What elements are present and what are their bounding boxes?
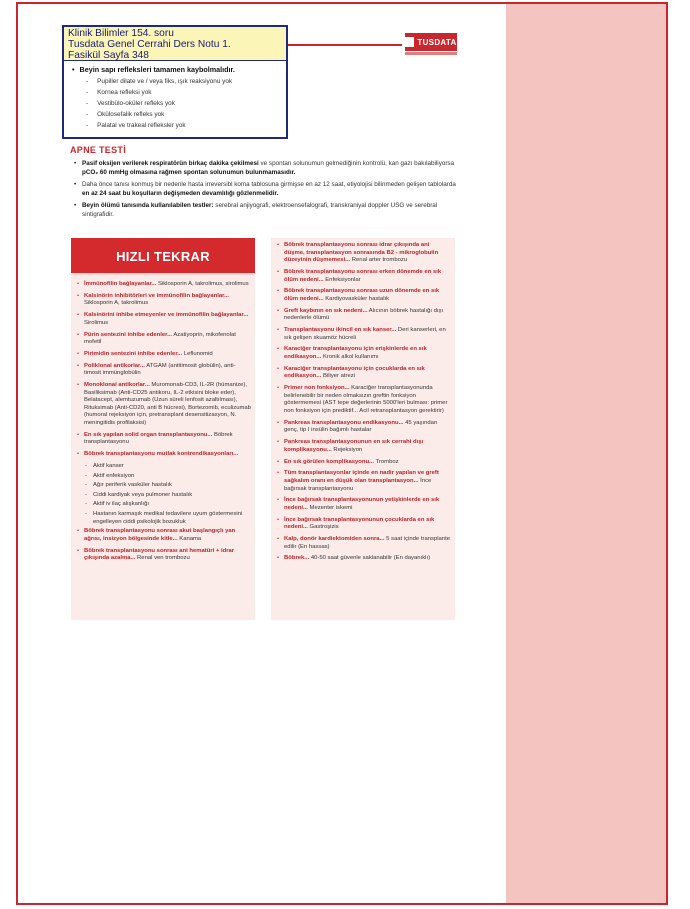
review-item-key: Pürin sentezini inhibe edenler... xyxy=(84,331,173,338)
review-item-key: Kalsinörini inhibe etmeyenler ve immünofilin bağlayanlar... xyxy=(84,312,249,319)
review-item xyxy=(77,351,251,359)
apne-item xyxy=(72,201,456,219)
review-item xyxy=(77,528,251,543)
review-item xyxy=(277,346,451,361)
review-item-key: Karaciğer transplantasyonu için erişkinlerde en sık endikasyon... xyxy=(284,346,427,361)
review-item xyxy=(77,548,251,563)
apne-item-bold: Pasif oksijen verilerek respiratörün birkaç dakika çekilmesi xyxy=(82,160,259,167)
contraindication-item: - Aktif iv ilaç alışkanlığı xyxy=(85,501,251,509)
review-item-value: Böbrek transplantasyonu xyxy=(84,431,233,446)
apne-list xyxy=(72,159,456,222)
review-item-key: Böbrek transplantasyonu sonrası akut başlangıçlı yan ağrısı, insizyon bölgesinde kitle... xyxy=(84,528,236,542)
review-item-value: Siklosporin A, takrolimus, sirolimus xyxy=(156,281,249,287)
apne-item xyxy=(72,180,456,198)
apne-item-text: ve spontan solunumun gelmediğinin kontrolü, kan gazı bakılabiliyorsa xyxy=(258,160,455,167)
reflex-item: - Vestibülo-oküler refleks yok xyxy=(86,100,280,107)
contraindication-item: - Aktif kanser xyxy=(85,463,251,471)
review-item-key: Tüm transplantasyonlar içinde en nadir yapılan ve greft sağkalım oranı en düşük olan transplantasyon... xyxy=(284,470,439,484)
review-item xyxy=(77,281,251,289)
review-item-key: Pankreas transplantasyonunun en sık cerrahi dışı komplikasyonu... xyxy=(284,439,424,453)
review-item xyxy=(277,366,451,381)
review-item-value: Leflunomid xyxy=(182,350,213,357)
hizli-tekrar-right-list xyxy=(277,242,451,567)
review-item-value: Tromboz xyxy=(374,458,399,465)
right-margin-band xyxy=(506,4,666,903)
review-item-key: Kalp, donör kardiektomiden sonra... xyxy=(284,536,385,543)
apne-item-bold: en az 24 saat bu koşulların değişmeden devamlılığı gözlenmelidir. xyxy=(82,190,279,197)
contraindication-item: - Ciddi kardiyak veya pulmoner hastalık xyxy=(85,492,251,500)
review-item-key: Böbrek transplantasyonu sonrası uzun dönemde en sık ölüm nedeni... xyxy=(284,288,440,302)
hizli-tekrar-heading: HIZLI TEKRAR xyxy=(71,238,255,274)
review-item-key: Kalsinörin inhibitörleri ve immünofilin bağlayanlar... xyxy=(84,292,230,299)
review-item-key: Transplantasyonu ikincil en sık kanser... xyxy=(284,327,397,334)
review-item-value: Muromonab-CD3, IL-2R (hümanize), Basiliksimab (Anti-CD25 antikoru, IL-2 etkisini bloke eder), Belatacept, alemtuzumab (Uzun süreli lenfosit azaltılması), Rituksimab (Anti-CD20, anti B hücresi), Bortezomib, eculizumab (humoral rejeksiyon için, pretransplant desensitizasyon, N. meningitidis profilaksisi) xyxy=(84,382,251,427)
review-item-value: 45 yaşından genç, tip I insülin bağımlı hastalar xyxy=(284,419,438,434)
review-item-value: Rejeksiyon xyxy=(331,446,363,453)
reflex-item: - Palatal ve trakeal refleksler yok xyxy=(86,122,280,129)
review-item-key: Monoklonal antikorlar... xyxy=(84,382,150,389)
tusdata-logo xyxy=(405,33,457,51)
reflex-item: - Pupiller dilate ve / veya fiks, ışık reaksiyonu yok xyxy=(86,78,280,85)
review-item xyxy=(277,470,451,493)
source-label-box xyxy=(62,25,288,62)
reflex-box xyxy=(62,61,288,139)
source-label-line2: Tusdata Genel Cerrahi Ders Notu 1. xyxy=(68,39,231,50)
review-item xyxy=(277,459,451,467)
review-item-value: Mezenter iskemi xyxy=(307,504,353,511)
review-item-value: 40-50 saat güvenle saklanabilir (En dayanıklı) xyxy=(309,555,431,562)
review-item xyxy=(277,242,451,265)
review-item xyxy=(277,327,451,342)
review-item-value: Kanama xyxy=(177,535,202,542)
review-item-value: Alıcının böbrek hastalığı dışı nedenlerle ölümü xyxy=(284,307,444,322)
review-item xyxy=(277,497,451,512)
logo-underline xyxy=(405,52,457,55)
review-item-key: Böbrek transplantasyonu sonrası erken dönemde en sık ölüm nedeni... xyxy=(284,268,442,283)
review-item-value: Kronik alkol kullanımı xyxy=(321,354,379,361)
review-item xyxy=(277,420,451,435)
reflex-item: - Kornea refleksi yok xyxy=(86,89,280,96)
review-item-key: Karaciğer transplantasyonu için çocuklarda en sık endikasyon... xyxy=(284,365,425,380)
review-item-value: Deri kanserleri, en sık gelişen skuamöz hücreli xyxy=(284,327,446,341)
contraindication-item: - Hastanın karmaşık medikal tedavilere uyum göstermesini engelleyen ciddi psikolojik bozukluk xyxy=(85,511,251,526)
review-item-value: Biliyer atrezi xyxy=(321,373,356,380)
review-item xyxy=(277,536,451,551)
review-item xyxy=(77,312,251,327)
review-item-value: 5 saat içinde transplante edilir (En hassas) xyxy=(284,536,450,550)
review-item xyxy=(77,363,251,378)
review-item-key: Böbrek transplantasyonu mutlak kontrendikasyonları... xyxy=(84,451,239,458)
review-item xyxy=(277,269,451,284)
review-item xyxy=(77,451,251,459)
review-item-value: Kardiyovasküler hastalık xyxy=(323,295,390,302)
review-item-value: Karaciğer transplantasyonunda belirlenebilir bir neden olmaksızın greftin fonksiyon göstermemesi (AST tepe değerlerinin 5000'leri bulması: primer non fonksiyon için prediktif... Acil retransplantasyon gerektirir) xyxy=(284,385,448,414)
review-item-value: Azatiyoprin, mikofenolat mofetil xyxy=(84,331,236,346)
logo-text: TUSDATA xyxy=(417,37,457,47)
apne-item-text: Daha önce tanısı konmuş bir nedenle hasta irreversibl koma tablosuna girmişse en az 12 saat, etiyolojisi bilinmeden gelişen tablolarda xyxy=(82,181,456,188)
review-item-key: Greft kaybının en sık nedeni... xyxy=(284,307,368,314)
review-item-key: Böbrek transplantasyonu sonrası ani hematüri + idrar çıkışında azalma... xyxy=(84,547,235,562)
review-item xyxy=(277,385,451,415)
reflex-item: - Okülosefalik refleks yok xyxy=(86,111,280,118)
hizli-tekrar-left-list xyxy=(77,281,251,567)
review-item-value: Renal arter trombozu xyxy=(350,257,408,264)
review-item xyxy=(77,432,251,447)
review-item xyxy=(77,293,251,308)
contraindication-item: - Aktif enfeksiyon xyxy=(85,473,251,481)
review-item xyxy=(77,382,251,428)
review-item xyxy=(277,517,451,532)
logo-icon xyxy=(405,37,414,47)
apne-item-bold: Beyin ölümü tanısında kullanılabilen testler: xyxy=(82,202,214,209)
review-item xyxy=(277,308,451,323)
review-item-key: İmmünofilin bağlayanlar... xyxy=(84,281,157,287)
review-item-key: Pankreas transplantasyonu endikasyonu... xyxy=(284,419,404,426)
review-item-value: Renal ven trombozu xyxy=(135,555,190,562)
review-item-key: Pirimidin sentezini inhibe edenler... xyxy=(84,350,183,357)
review-item-key: En sık görülen komplikasyonu... xyxy=(284,458,375,465)
apne-item-bold: pCO₂ 60 mmHg olmasına rağmen spontan solunumun bulunmamasıdır. xyxy=(82,169,296,176)
review-item-key: Böbrek transplantasyonu sonrası idrar çıkışında ani düşme, transplantasyon sonrasında B2 - mikroglobulin düzeyinin düşmemesi... xyxy=(284,242,439,264)
source-label-line1: Klinik Bilimler 154. soru xyxy=(68,28,174,39)
review-item-key: Böbrek... xyxy=(284,555,310,562)
source-label-line3: Fasikül Sayfa 348 xyxy=(68,50,149,61)
review-item-value: ATGAM (antitimosit globülin), anti-timosit immünglobülin xyxy=(84,362,236,377)
review-item-key: En sık yapılan solid organ transplantasyonu... xyxy=(84,431,213,438)
review-item-key: İnce bağırsak transplantasyonunun yetişkinlerde en sık nedeni... xyxy=(284,497,440,511)
review-item-value: Sirolimus xyxy=(84,319,109,326)
review-item-key: Poliklonal antikorlar... xyxy=(84,362,145,369)
review-item-value: Gastroşizis xyxy=(307,524,339,531)
contraindication-item: - Ağır periferik vasküler hastalık xyxy=(85,482,251,490)
review-item xyxy=(277,288,451,303)
review-item-key: Primer non fonksiyon... xyxy=(284,385,350,392)
reflex-title: • Beyin sapı refleksleri tamamen kaybolmalıdır. xyxy=(72,65,280,74)
apne-item-text: serebral anjiyografi, elektroensefalografi, transkraniyal doppler USG ve serebral sintigrafidir. xyxy=(82,202,438,218)
review-item xyxy=(277,439,451,454)
apne-heading: APNE TESTİ xyxy=(70,145,127,155)
apne-item xyxy=(72,159,456,177)
review-item-value: Enfeksiyonlar xyxy=(323,276,361,283)
review-item xyxy=(277,555,451,563)
review-item xyxy=(77,332,251,347)
review-item-value: Siklosporin A, takrolimus xyxy=(84,300,149,307)
review-item-value: İnce bağırsak transplantasyonu xyxy=(284,477,432,492)
review-item-key: İnce bağırsak transplantasyonunun çocuklarda en sık nedeni... xyxy=(284,516,435,531)
